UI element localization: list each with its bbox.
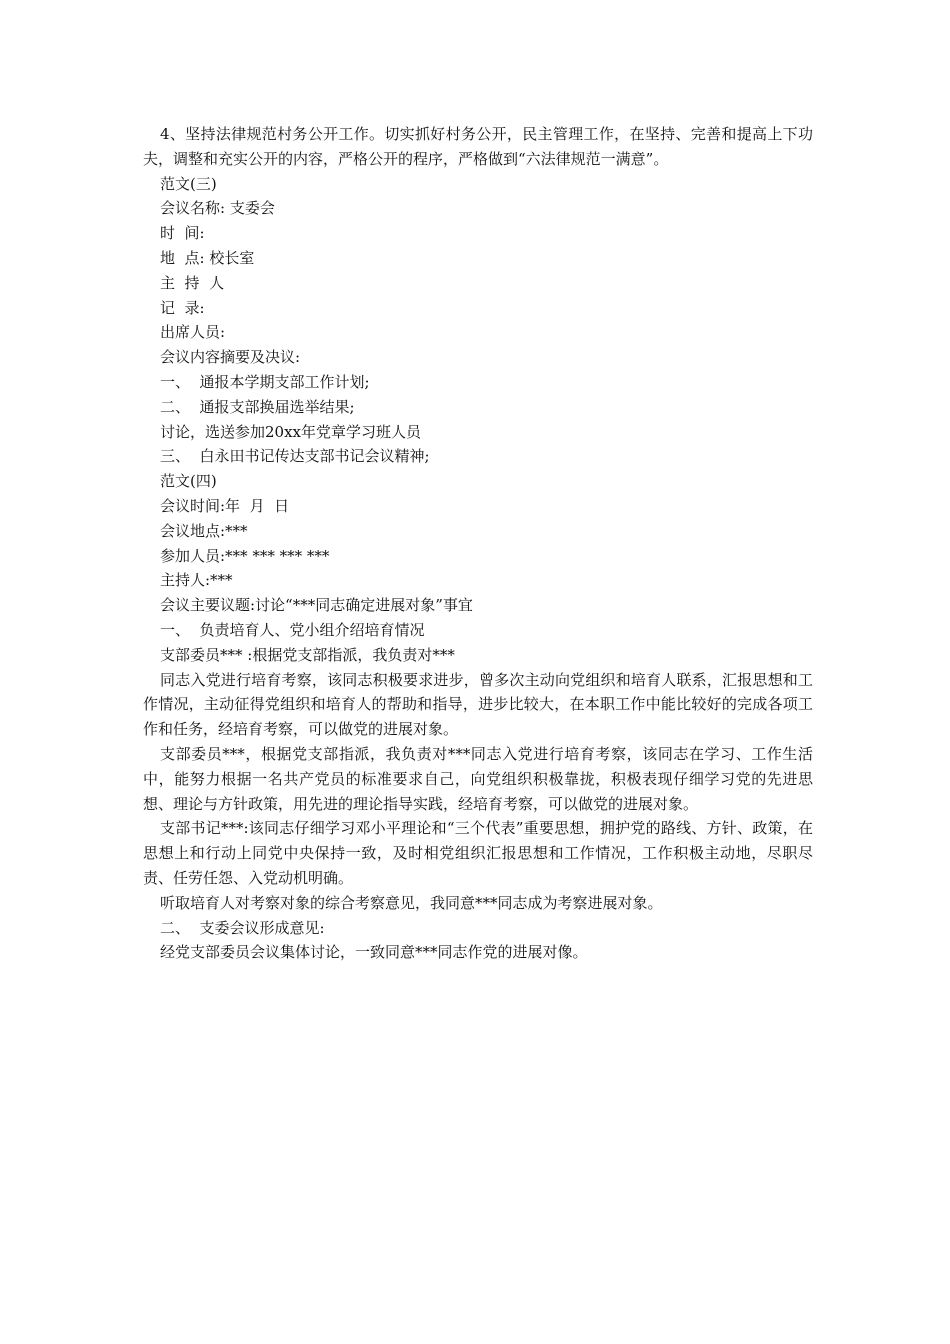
meeting-name: 会议名称: 支委会 [160,199,275,218]
committee-member-statement-body: 同志入党进行培育考察，该同志积极要求进步，曾多次主动向党组织和培育人联系，汇报思想和工作情况，主动征得党组织和培育人的帮助和指导，进步比较大，在本职工作中能比较好的完成各项工作和任务，经培育考察，可以做党的进展对象。 [143,670,813,739]
document-body [143,122,813,965]
paragraph-item-4-village-affairs: 4、坚持法律规范村务公开工作。切实抓好村务公开，民主管理工作，在坚持、完善和提高上下功夫，调整和充实公开的内容，严格公开的程序，严格做到“六法律规范一满意”。 [143,125,813,168]
heading-sample-3: 范文(三) [160,174,217,193]
meeting-host: 主 持 人 [160,273,225,292]
assessment-conclusion: 听取培育人对考察对象的综合考察意见，我同意***同志成为考察进展对象。 [160,893,663,912]
final-resolution: 经党支部委员会议集体讨论，一致同意***同志作党的进展对像。 [160,943,588,962]
participants: 参加人员:*** *** *** *** [160,546,330,565]
meeting-time: 时 间: [160,224,205,243]
meeting-date: 会议时间:年 月 日 [160,496,290,515]
heading-sample-4: 范文(四) [160,472,217,491]
committee-member-statement-2: 支部委员***，根据党支部指派，我负责对***同志入党进行培育考察，该同志在学习、工作生活中，能努力根据一名共产党员的标准要求自己，向党组织积极靠拢，积极表现仔细学习党的先进思想、理论与方针政策，用先进的理论指导实践，经培育考察，可以做党的进展对象。 [143,744,813,813]
branch-secretary-statement: 支部书记***:该同志仔细学习邓小平理论和“三个代表”重要思想，拥护党的路线、方针、政策，在思想上和行动上同党中央保持一致，及时相党组织汇报思想和工作情况，工作积极主动地，尽职尽责、任劳任怨、入党动机明确。 [143,819,813,887]
meeting-recorder: 记 录: [160,298,205,317]
agenda-item-2: 二、 通报支部换届选举结果; [160,397,355,416]
chairperson: 主持人:*** [160,571,233,590]
discussion-item: 讨论，选送参加20xx年党章学习班人员 [160,422,422,441]
agenda-item-3: 三、 白永田书记传达支部书记会议精神; [160,447,430,466]
meeting-location: 地 点: 校长室 [160,248,255,267]
main-topic: 会议主要议题:讨论“***同志确定进展对象”事宜 [160,596,473,615]
committee-member-statement-intro: 支部委员*** :根据党支部指派，我负责对*** [160,645,455,664]
section-1-heading: 一、 负责培育人、党小组介绍培育情况 [160,620,425,639]
meeting-summary-heading: 会议内容摘要及决议: [160,348,301,367]
meeting-place: 会议地点:*** [160,521,248,540]
meeting-attendees: 出席人员: [160,323,226,342]
agenda-item-1: 一、 通报本学期支部工作计划; [160,372,370,391]
section-2-heading: 二、 支委会议形成意见: [160,918,325,937]
